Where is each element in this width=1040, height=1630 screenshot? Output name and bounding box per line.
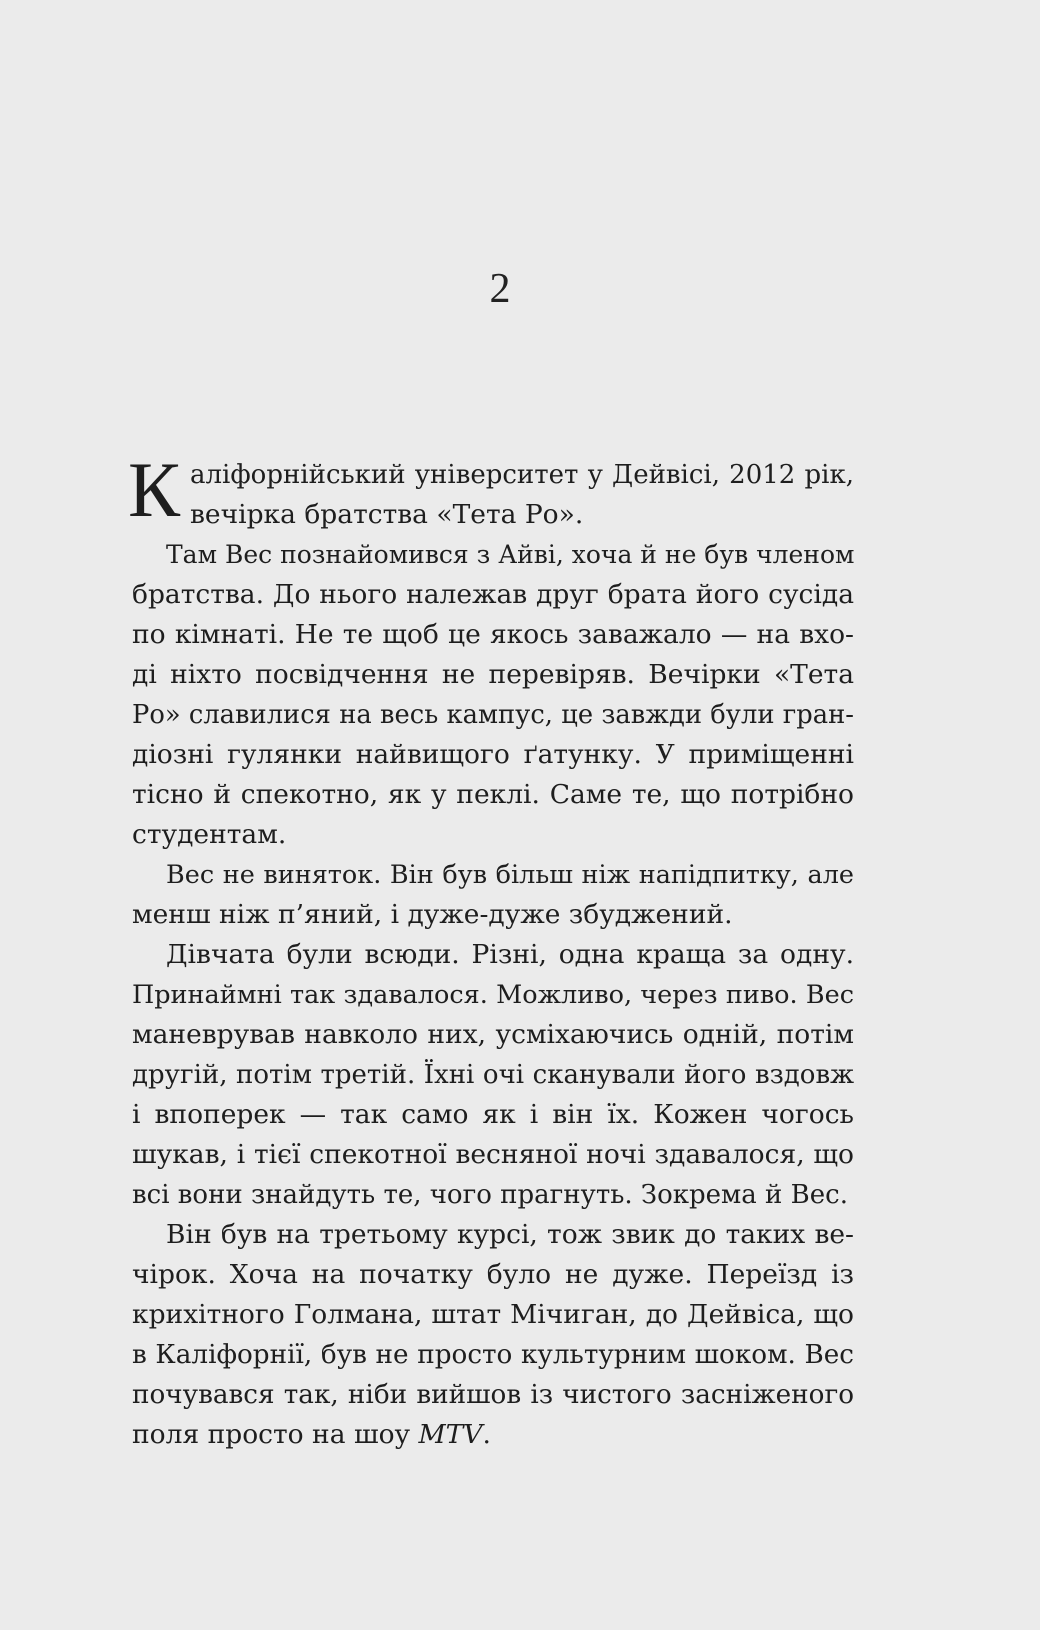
text-line <box>132 1375 854 1415</box>
chapter-text <box>128 446 855 1455</box>
text-line <box>132 1095 854 1135</box>
text-line-content: всі вони знайдуть те, чого прагнуть. Зокрема й Вес. <box>132 1180 848 1210</box>
text-line-content: в Каліфорнії, був не просто культурним шоком. Вес <box>132 1340 854 1370</box>
text-line-content: і впоперек — так само як і він їх. Кожен чогось <box>132 1099 854 1130</box>
text-line-content: вечірка братства «Тета Ро». <box>190 499 584 530</box>
text-line <box>132 895 854 935</box>
text-line <box>132 935 854 975</box>
text-line <box>132 455 854 495</box>
text-line-content: Там Вес познайомився з Айві, хоча й не був членом <box>166 540 855 569</box>
text-line-content: ді ніхто посвідчення не перевіряв. Вечірки «Тета <box>132 659 854 690</box>
text-line-content: Принаймні так здавалося. Можливо, через пиво. Вес <box>132 980 854 1010</box>
text-line-content: братства. До нього належав друг брата його сусіда <box>132 579 854 610</box>
text-line <box>132 535 854 575</box>
text-line <box>132 1135 854 1175</box>
text-line-content: другій, потім третій. Їхні очі сканували його вздовж <box>132 1060 854 1090</box>
text-line <box>132 695 854 735</box>
text-line <box>132 495 854 535</box>
text-line-content: шукав, і тієї спекотної весняної ночі здавалося, що <box>132 1139 854 1170</box>
text-line <box>132 975 854 1015</box>
text-line-content: діозні гулянки найвищого ґатунку. У приміщенні <box>132 739 854 770</box>
drop-cap: К <box>128 446 181 533</box>
text-line <box>132 1215 854 1255</box>
text-line-content: тісно й спекотно, як у пеклі. Саме те, що потрібно <box>132 779 854 810</box>
text-line <box>132 1255 854 1295</box>
text-line <box>132 1415 854 1455</box>
text-line <box>132 855 854 895</box>
chapter-number: 2 <box>489 266 511 312</box>
text-line <box>132 1015 854 1055</box>
text-line-content: Вес не виняток. Він був більш ніж напідпитку, але <box>166 860 854 890</box>
text-line <box>132 575 854 615</box>
italic-title: MTV <box>418 1419 483 1450</box>
text-line <box>132 815 854 855</box>
text-line <box>132 775 854 815</box>
text-line <box>132 735 854 775</box>
text-line-content: аліфорнійський університет у Дейвісі, 2012 рік, <box>190 460 854 490</box>
text-line-content: маневрував навколо них, усміхаючись одній, потім <box>132 1019 854 1050</box>
text-line <box>132 1175 854 1215</box>
text-line <box>132 1295 854 1335</box>
text-line-content: по кімнаті. Не те щоб це якось заважало — на вхо- <box>132 619 854 650</box>
text-line-content: студентам. <box>132 819 287 850</box>
text-line-content: Ро» славилися на весь кампус, це завжди були гран- <box>132 700 854 730</box>
text-line-tail: . <box>482 1419 491 1450</box>
text-line-content: менш ніж п’яний, і дуже-дуже збуджений. <box>132 899 733 930</box>
text-line <box>132 655 854 695</box>
text-line <box>132 1055 854 1095</box>
text-line-content: чірок. Хоча на початку було не дуже. Переїзд із <box>132 1259 854 1290</box>
text-line <box>132 615 854 655</box>
text-line-content: поля просто на шоу <box>132 1419 419 1450</box>
text-line-content: почувався так, ніби вийшов із чистого засніженого <box>132 1380 854 1410</box>
text-line-content: Він був на третьому курсі, тож звик до таких ве- <box>166 1219 854 1250</box>
text-line-content: Дівчата були всюди. Різні, одна краща за одну. <box>166 939 854 970</box>
text-line <box>132 1335 854 1375</box>
text-line-content: крихітного Голмана, штат Мічиган, до Дейвіса, що <box>132 1299 854 1330</box>
